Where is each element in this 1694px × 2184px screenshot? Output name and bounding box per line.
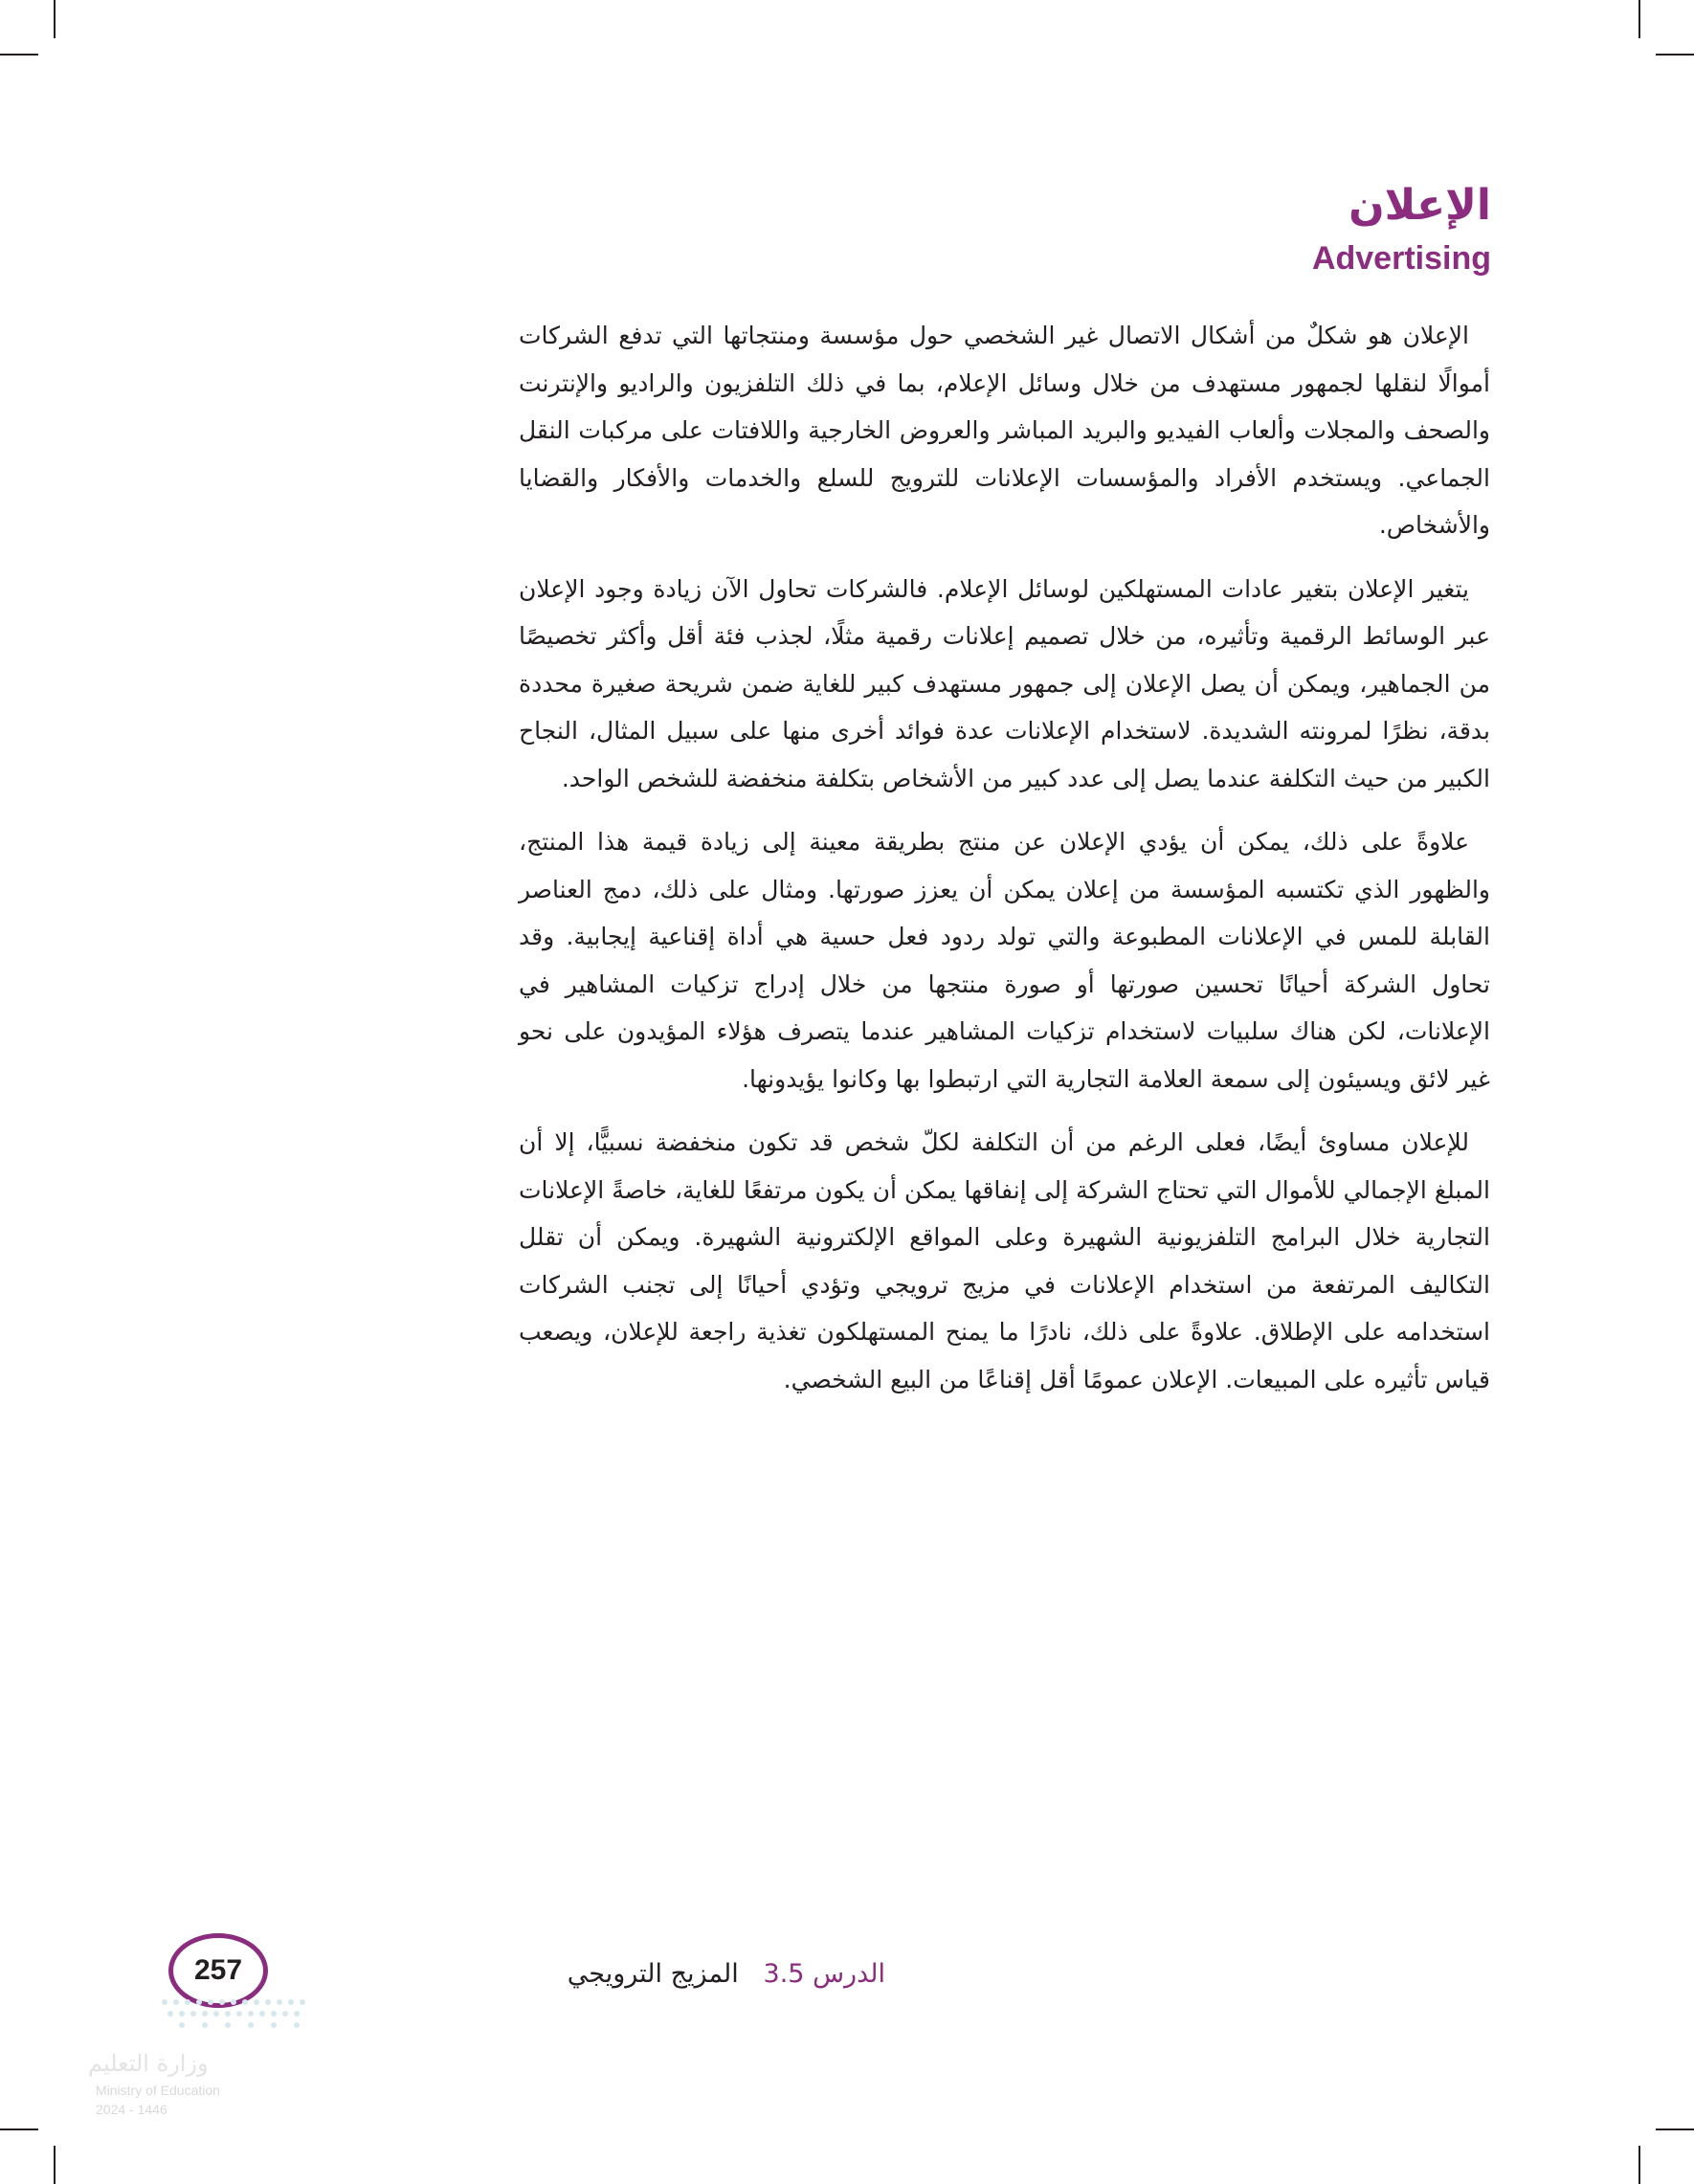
- paragraph: الإعلان هو شكلٌ من أشكال الاتصال غير الشخصي حول مؤسسة ومنتجاتها التي تدفع الشركات أموالًا لنقلها لجمهور مستهدف من خلال وسائل الإعلام، بما في ذلك التلفزيون والراديو والإنترنت والصحف والمجلات وألعاب الفيديو والبريد المباشر والعروض الخارجية واللافتات على مركبات النقل الجماعي. ويستخدم الأفراد والمؤسسات الإعلانات للترويج للسلع والخدمات والأفكار والقضايا والأشخاص.: [519, 322, 1490, 539]
- crop-mark: [1638, 0, 1640, 38]
- lesson-title: المزيج الترويجي: [567, 1959, 739, 1989]
- crop-mark: [54, 2146, 56, 2184]
- crop-mark: [1656, 54, 1694, 56]
- crop-mark: [0, 54, 38, 56]
- page-number: 257: [193, 1954, 243, 1986]
- paragraph: علاوةً على ذلك، يمكن أن يؤدي الإعلان عن منتج بطريقة معينة إلى زيادة قيمة هذا المنتج، والظهور الذي تكتسبه المؤسسة من إعلان يمكن أن يعزز صورتها. ومثال على ذلك، دمج العناصر القابلة للمس في الإعلانات المطبوعة والتي تولد ردود فعل حسية هي أداة إقناعية إيجابية. وقد تحاول الشركة أحيانًا تحسين صورتها أو صورة منتجها من خلال إدراج تزكيات المشاهير في الإعلانات، لكن هناك سلبيات لاستخدام تزكيات المشاهير عندما يتصرف هؤلاء المؤيدون على نحو غير لائق ويسيئون إلى سمعة العلامة التجارية التي ارتبطوا بها وكانوا يؤيدونها.: [519, 828, 1490, 1093]
- footer-lesson: [502, 1955, 885, 1994]
- ministry-year: 2024 - 1446: [96, 2102, 167, 2117]
- crop-mark: [54, 0, 56, 38]
- paragraph: يتغير الإعلان بتغير عادات المستهلكين لوسائل الإعلام. فالشركات تحاول الآن زيادة وجود الإعلان عبر الوسائط الرقمية وتأثيره، من خلال تصميم إعلانات رقمية مثلًا، لجذب فئة أقل وأكثر تخصيصًا من الجماهير، ويمكن أن يصل الإعلان إلى جمهور مستهدف كبير للغاية ضمن شريحة صغيرة محددة بدقة، نظرًا لمرونته الشديدة. لاستخدام الإعلانات عدة فوائد أخرى منها على سبيل المثال، النجاح الكبير من حيث التكلفة عندما يصل إلى عدد كبير من الأشخاص بتكلفة منخفضة للشخص الواحد.: [519, 574, 1490, 792]
- crop-mark: [0, 2128, 38, 2130]
- lesson-number: 3.5: [763, 1959, 805, 1989]
- crop-mark: [1656, 2128, 1694, 2130]
- paragraph: للإعلان مساوئ أيضًا، فعلى الرغم من أن التكلفة لكلّ شخص قد تكون منخفضة نسبيًّا، إلا أن المبلغ الإجمالي للأموال التي تحتاج الشركة إلى إنفاقها يمكن أن يكون مرتفعًا للغاية، خاصةً الإعلانات التجارية خلال البرامج التلفزيونية الشهيرة وعلى المواقع الإلكترونية الشهيرة. ويمكن أن تقلل التكاليف المرتفعة من استخدام الإعلانات في مزيج ترويجي وتؤدي أحيانًا إلى تجنب الشركات استخدامه على الإطلاق. علاوةً على ذلك، نادرًا ما يمنح المستهلكون تغذية راجعة للإعلان، ويصعب قياس تأثيره على المبيعات. الإعلان عمومًا أقل إقناعًا من البيع الشخصي.: [519, 1128, 1490, 1393]
- lesson-label: الدرس: [813, 1959, 885, 1989]
- crop-mark: [1638, 2146, 1640, 2184]
- ministry-name-english: Ministry of Education: [96, 2083, 220, 2098]
- section-title-arabic: الإعلان: [1349, 181, 1491, 230]
- ministry-name-arabic: وزارة التعليم: [88, 2050, 209, 2077]
- article-body: [519, 312, 1490, 1419]
- section-title-english: Advertising: [1311, 240, 1491, 277]
